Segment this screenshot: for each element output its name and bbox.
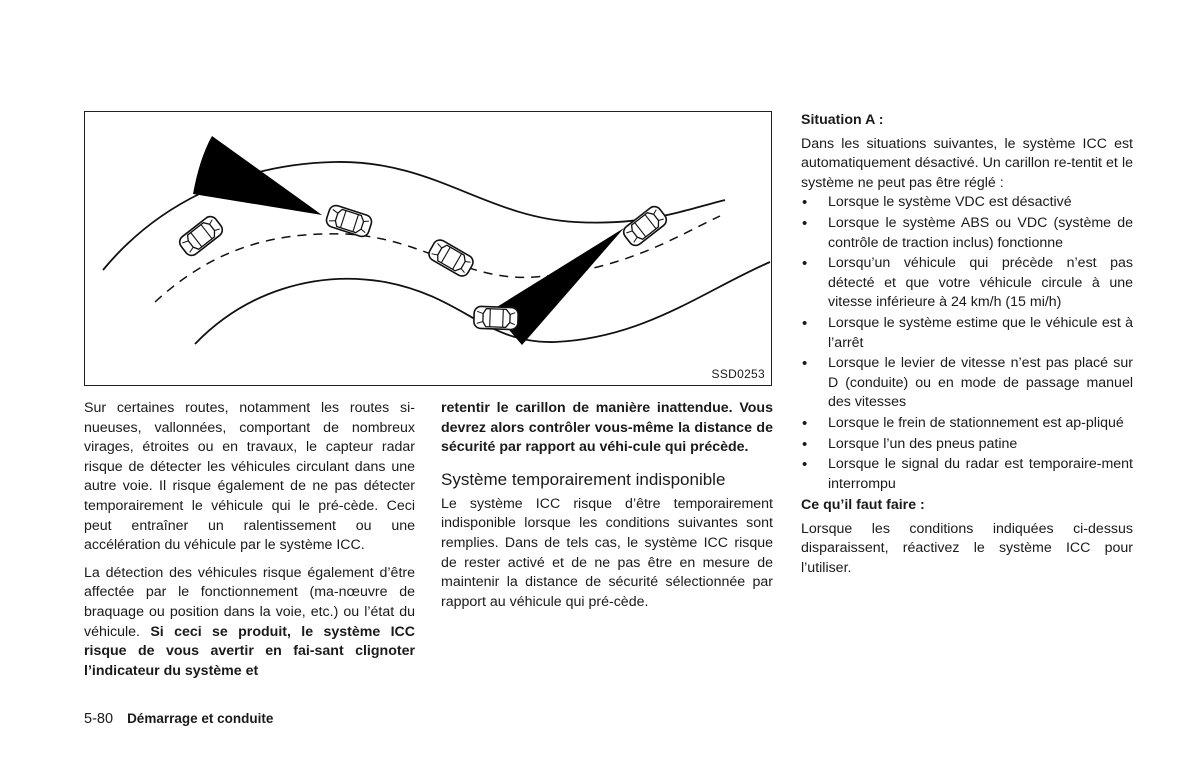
page-footer — [84, 711, 273, 727]
winding-road-diagram — [85, 112, 773, 387]
road-inner-edge — [195, 262, 770, 344]
action-text: Lorsque les conditions indiquées ci-dessus disparaissent, réactivez le système ICC pour l’utiliser. — [801, 520, 1133, 577]
situation-title: Situation A : — [801, 112, 884, 128]
column-3 — [801, 111, 1133, 579]
list-item: • Lorsque le système ABS ou VDC (système de contrôle de traction inclus) fonctionne — [801, 214, 1133, 253]
situation-intro: Dans les situations suivantes, le système ICC est automatiquement désactivé. Un carillon re-tentit et le système ne peut pas être réglé : — [801, 135, 1133, 191]
section-heading: Système temporairement indisponible — [441, 469, 726, 489]
section-name: Démarrage et conduite — [127, 711, 274, 726]
road-illustration — [84, 111, 772, 386]
condition-list — [801, 193, 1133, 494]
warning-continuation: retentir le carillon de manière inattendue. Vous devrez alors contrôler vous-même la distance de sécurité par rapport au véhi-cule qui précède. — [441, 400, 773, 456]
list-item: • Lorsqu’un véhicule qui précède n’est pas détecté et que votre véhicule circule à une vitesse inférieure à 24 km/h (15 mi/h) — [801, 254, 1133, 313]
car-middle-lane — [426, 237, 475, 278]
list-item: • Lorsque le signal du radar est temporaire-ment interrompu — [801, 455, 1133, 494]
paragraph-detection-affected: La détection des véhicules risque également d’être affectée par le fonctionnement (ma-nœuvre de braquage ou position dans la voie, etc.) ou l’état du véhicule. Si ceci se produit, le système ICC risque de vous avertir en fai-sant clignoter l’indicateur du système et — [84, 564, 416, 679]
radar-beam-left — [193, 136, 322, 215]
warning-text: Si ceci se produit, le système ICC risque de vous avertir en fai-sant clignoter l’indicateur du système et — [84, 623, 416, 679]
column-2 — [441, 399, 773, 612]
list-item: • Lorsque le frein de stationnement est ap-pliqué — [801, 414, 1133, 434]
list-item: • Lorsque l’un des pneus patine — [801, 435, 1133, 455]
car-detecting-right — [474, 306, 519, 330]
car-front-right — [621, 204, 669, 248]
action-title: Ce qu’il faut faire : — [801, 497, 925, 514]
list-item: • Lorsque le levier de vitesse n’est pas placé sur D (conduite) ou en mode de passage manuel des vitesses — [801, 354, 1133, 413]
car-rear-left — [177, 214, 225, 258]
list-item: • Lorsque le système VDC est désactivé — [801, 193, 1133, 213]
column-1 — [84, 399, 415, 681]
list-item: • Lorsque le système estime que le véhicule est à l’arrêt — [801, 314, 1133, 353]
paragraph-unavailable: Le système ICC risque d’être temporairement indisponible lorsque les conditions suivantes sont remplies. Dans de tels cas, le système ICC risque de rester activé et de ne pas être en mesure de maintenir la distance de sécurité sélectionnée par rapport au véhicule qui pré-cède. — [441, 495, 773, 610]
paragraph-road-detection: Sur certaines routes, notamment les routes si-nueuses, vallonnées, comportant de nombreux virages, étroites ou en travaux, le capteur radar risque de détecter les véhicules circulant dans une autre voie. Il risque également de ne pas détecter temporairement le véhicule qui le pré-cède. Ceci peut entraîner un ralentissement ou une accélération du véhicule par le système ICC. — [84, 400, 415, 554]
page-number: 5-80 — [84, 711, 114, 727]
figure-code: SSD0253 — [711, 367, 765, 381]
